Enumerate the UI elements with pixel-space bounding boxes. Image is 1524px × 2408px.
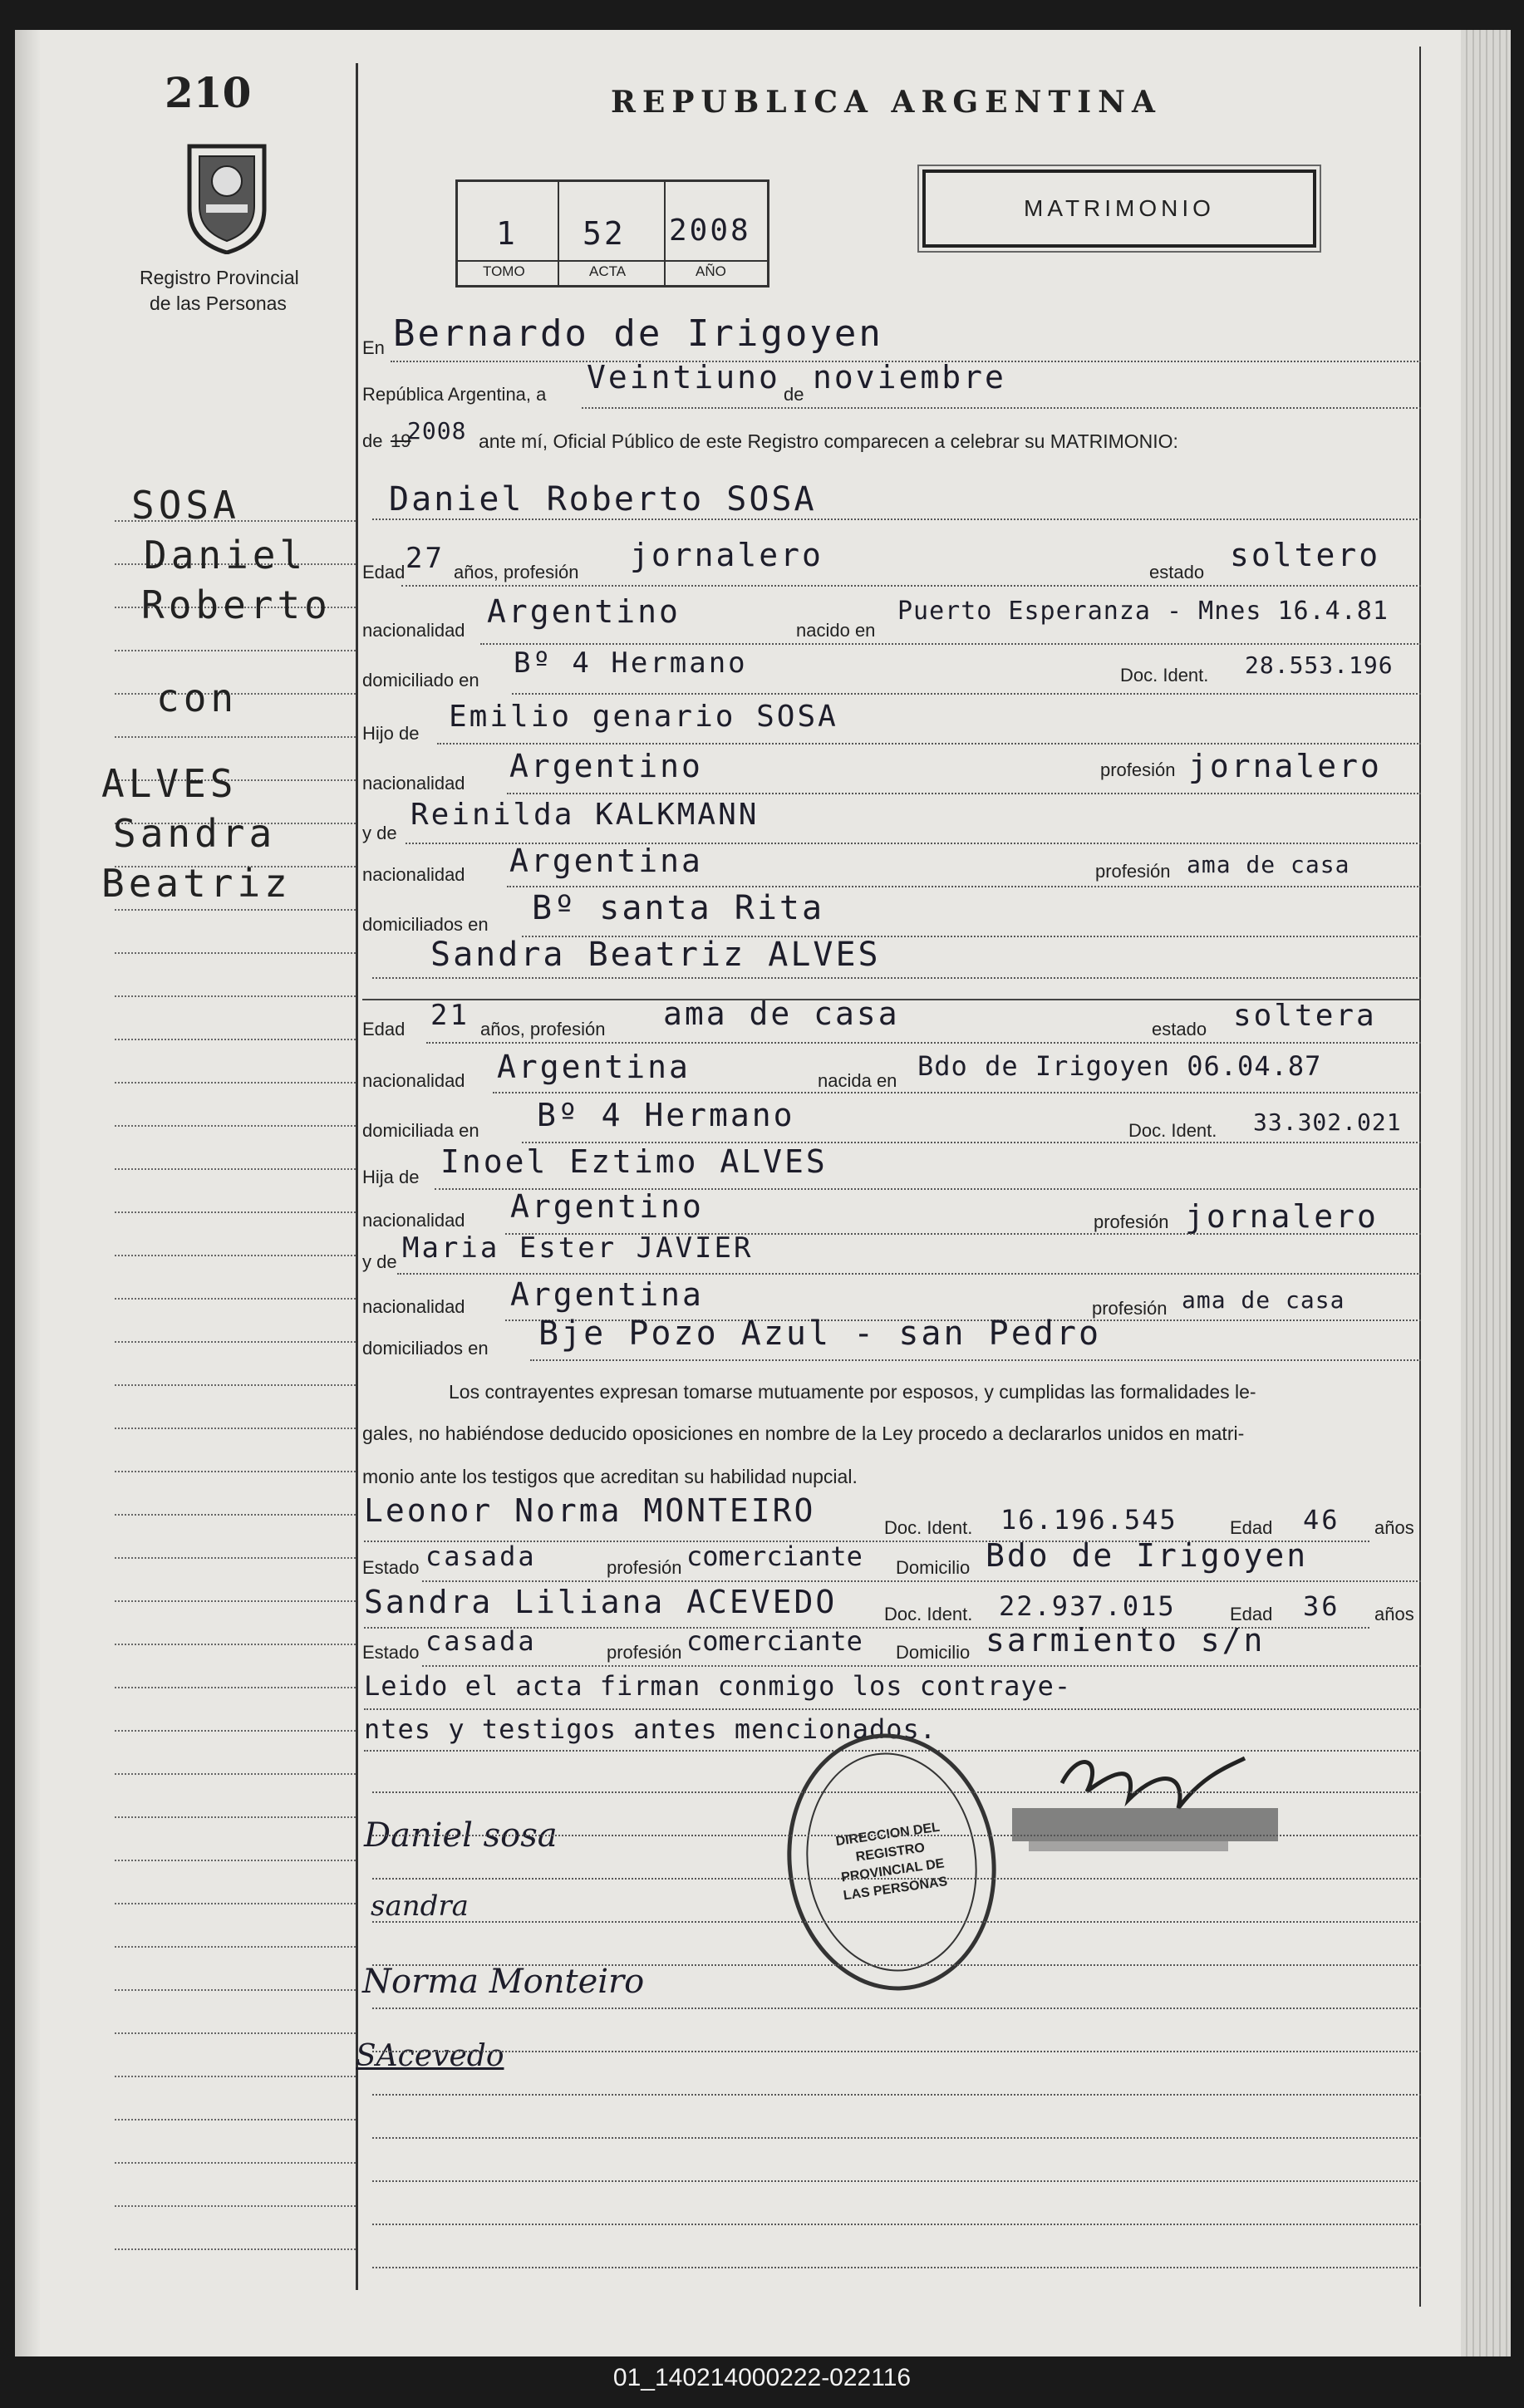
official-seal	[771, 1720, 1013, 2004]
margin-ruled-line	[115, 1514, 356, 1516]
acta-value: 52	[583, 215, 626, 252]
witness2-doc: 22.937.015	[999, 1590, 1176, 1622]
margin-ruled-line	[115, 2248, 356, 2250]
body-ruled-line	[372, 2051, 1421, 2052]
margin-ruled-line	[115, 2119, 356, 2121]
witness2-dom-label: Domicilio	[896, 1642, 971, 1663]
margin-ruled-line	[115, 1039, 356, 1040]
bride-father-profession: jornalero	[1185, 1198, 1379, 1235]
bride-nationality: Argentina	[497, 1049, 691, 1085]
groom-civil-status: soltero	[1230, 537, 1381, 573]
act-type-label: MATRIMONIO	[1024, 195, 1215, 221]
groom-mother-nat-label: nacionalidad	[362, 864, 465, 885]
body-ruled-line	[372, 2007, 1421, 2009]
body-ruled-line	[372, 2267, 1421, 2268]
margin-ruled-line	[115, 2076, 356, 2077]
declaration-line2: gales, no habiéndose deducido oposiciones en nombre de la Ley procedo a declararlos unidos en matri-	[362, 1423, 1245, 1444]
bride-nacida-label: nacida en	[818, 1070, 897, 1091]
witness2-doc-label: Doc. Ident.	[884, 1604, 973, 1624]
witness1-civil-status: casada	[425, 1541, 537, 1572]
margin-con: con	[156, 676, 238, 720]
witness1-profession: comerciante	[686, 1541, 863, 1572]
margin-ruled-line	[115, 1946, 356, 1948]
label-en: En	[362, 337, 385, 358]
signature-witness2: SAcevedo	[356, 2039, 504, 2073]
body-ruled-line	[372, 1921, 1421, 1923]
page-number: 210	[165, 68, 252, 117]
ano-value: 2008	[669, 214, 751, 248]
margin-ruled-line	[115, 1341, 356, 1343]
groom-doc-label: Doc. Ident.	[1120, 665, 1209, 686]
bride-birth: Bdo de Irigoyen 06.04.87	[917, 1050, 1322, 1082]
groom-age: 27	[406, 542, 445, 575]
body-ruled-line	[372, 2137, 1421, 2139]
bride-anos-label: años, profesión	[480, 1019, 606, 1039]
bride-mother-nat-label: nacionalidad	[362, 1296, 465, 1317]
margin-ruled-line	[115, 1989, 356, 1991]
act-type-box	[922, 170, 1316, 248]
groom-dom-label: domiciliado en	[362, 670, 479, 690]
place-value: Bernardo de Irigoyen	[393, 312, 883, 355]
bride-father-prof-label: profesión	[1094, 1211, 1169, 1232]
margin-ruled-line	[115, 1816, 356, 1818]
registry-name-line1: Registro Provincial	[140, 267, 299, 288]
act-number-box	[455, 179, 769, 287]
witness2-address: sarmiento s/n	[986, 1622, 1266, 1659]
witness2-civil-status: casada	[425, 1625, 537, 1657]
witness2-edad-label: Edad	[1230, 1604, 1273, 1624]
margin-ruled-line	[115, 1125, 356, 1127]
groom-estado-label: estado	[1149, 562, 1205, 582]
bride-address: Bº 4 Hermano	[537, 1097, 795, 1133]
witness2-estado-label: Estado	[362, 1642, 420, 1663]
bride-mother: Maria Ester JAVIER	[402, 1231, 754, 1265]
groom-nationality: Argentino	[487, 593, 681, 630]
witness1-doc-label: Doc. Ident.	[884, 1517, 973, 1538]
bride-name: Sandra Beatriz ALVES	[430, 936, 881, 974]
groom-parents-address: Bº santa Rita	[532, 889, 825, 927]
margin-ruled-line	[115, 1082, 356, 1084]
margin-ruled-line	[115, 995, 356, 997]
witness1-prof-label: profesión	[607, 1557, 682, 1578]
margin-ruled-line	[115, 1644, 356, 1645]
intro-statement: ante mí, Oficial Público de este Registro comparecen a celebrar su MATRIMONIO:	[479, 430, 1178, 452]
groom-mother-profession: ama de casa	[1187, 851, 1350, 878]
body-ruled-line	[372, 2224, 1421, 2225]
groom-mother-prof-label: profesión	[1095, 861, 1171, 882]
label-de: de	[784, 384, 804, 405]
year-printed: 19	[391, 430, 411, 451]
groom-profession: jornalero	[630, 537, 823, 573]
body-ruled-line	[372, 1791, 1421, 1793]
bride-parents-dom-label: domiciliados en	[362, 1338, 489, 1359]
bride-estado-label: estado	[1152, 1019, 1207, 1039]
bride-civil-status: soltera	[1233, 999, 1377, 1033]
column-divider	[356, 63, 358, 2290]
witness2-name: Sandra Liliana ACEVEDO	[364, 1584, 838, 1620]
body-ruled-line	[372, 1878, 1421, 1880]
witness1-estado-label: Estado	[362, 1557, 420, 1578]
bride-father-nat-label: nacionalidad	[362, 1210, 465, 1231]
registry-name-line2: de las Personas	[150, 292, 287, 314]
margin-ruled-line	[115, 1168, 356, 1170]
bride-mother-prof-label: profesión	[1092, 1298, 1168, 1319]
bride-edad-label: Edad	[362, 1019, 406, 1039]
groom-anos-label: años, profesión	[454, 562, 579, 582]
groom-nacido-label: nacido en	[796, 620, 876, 641]
witness2-age: 36	[1303, 1590, 1340, 1622]
witness1-doc: 16.196.545	[1000, 1504, 1177, 1536]
bride-parents-address: Bje Pozo Azul - san Pedro	[538, 1315, 1102, 1353]
witness2-anos-label: años	[1374, 1604, 1414, 1624]
country-title: REPUBLICA ARGENTINA	[611, 85, 1162, 120]
margin-ruled-line	[115, 1600, 356, 1602]
margin-ruled-line	[115, 1255, 356, 1256]
margin-ruled-line	[115, 650, 356, 651]
margin-name2-groom: Roberto	[141, 582, 332, 627]
witness1-anos-label: años	[1374, 1517, 1414, 1538]
margin-name2-bride: Beatriz	[101, 861, 292, 906]
groom-father-nat-label: nacionalidad	[362, 773, 465, 794]
groom-mother-nationality: Argentina	[509, 843, 703, 879]
label-de-year: de	[362, 430, 383, 451]
register-page	[15, 30, 1511, 2356]
signature-bride: sandra	[371, 1890, 469, 1923]
bride-hija-label: Hija de	[362, 1167, 420, 1187]
witness1-dom-label: Domicilio	[896, 1557, 971, 1578]
margin-ruled-line	[115, 1428, 356, 1429]
image-caption: 01_140214000222-022116	[612, 2364, 912, 2391]
margin-ruled-line	[115, 1298, 356, 1300]
margin-ruled-line	[115, 2162, 356, 2164]
groom-father-prof-label: profesión	[1100, 759, 1176, 780]
witness1-edad-label: Edad	[1230, 1517, 1273, 1538]
bride-profession: ama de casa	[663, 995, 900, 1032]
groom-parents-dom-label: domiciliados en	[362, 914, 489, 935]
witness2-prof-label: profesión	[607, 1642, 682, 1663]
groom-father: Emilio genario SOSA	[449, 700, 838, 734]
groom-father-profession: jornalero	[1188, 748, 1382, 784]
acta-label: ACTA	[589, 263, 627, 279]
year-value: 2008	[407, 417, 467, 445]
margin-ruled-line	[115, 1903, 356, 1904]
groom-father-nationality: Argentino	[509, 748, 703, 784]
bride-mother-profession: ama de casa	[1182, 1286, 1345, 1314]
margin-ruled-line	[115, 1384, 356, 1386]
officer-signature-icon	[996, 1733, 1295, 1875]
declaration-line1: Los contrayentes expresan tomarse mutuamente por esposos, y cumplidas las formalidades le-	[449, 1381, 1256, 1403]
body-ruled-line	[372, 1835, 1421, 1836]
margin-ruled-line	[115, 1471, 356, 1472]
margin-ruled-line	[115, 1773, 356, 1775]
margin-name1-bride: Sandra	[113, 811, 277, 856]
margin-ruled-line	[115, 2205, 356, 2207]
ano-label: AÑO	[696, 263, 726, 279]
groom-address: Bº 4 Hermano	[514, 646, 748, 680]
body-ruled-line	[372, 2094, 1421, 2096]
registry-logo-icon	[173, 130, 281, 254]
seal-text: DIRECCION DEL REGISTRO PROVINCIAL DE LAS PERSONAS	[834, 1820, 949, 1904]
witness1-name: Leonor Norma MONTEIRO	[364, 1492, 816, 1529]
bride-father-nationality: Argentino	[510, 1188, 704, 1225]
bride-mother-nationality: Argentina	[510, 1276, 704, 1313]
groom-edad-label: Edad	[362, 562, 406, 582]
margin-surname-groom: SOSA	[131, 483, 240, 528]
bride-age: 21	[430, 999, 469, 1032]
month-value: noviembre	[813, 359, 1006, 396]
groom-hijo-label: Hijo de	[362, 723, 420, 744]
margin-ruled-line	[115, 1211, 356, 1213]
groom-name: Daniel Roberto SOSA	[389, 480, 817, 518]
margin-ruled-line	[115, 736, 356, 738]
witness1-address: Bdo de Irigoyen	[986, 1537, 1309, 1574]
body-ruled-line	[372, 2180, 1421, 2182]
groom-birth: Puerto Esperanza - Mnes 16.4.81	[897, 597, 1389, 626]
margin-surname-bride: ALVES	[101, 761, 238, 806]
margin-ruled-line	[115, 909, 356, 911]
groom-mother: Reinilda KALKMANN	[410, 798, 760, 832]
groom-doc: 28.553.196	[1245, 651, 1394, 679]
closing-line1: Leido el acta firman conmigo los contraye-	[364, 1670, 1072, 1702]
groom-nat-label: nacionalidad	[362, 620, 465, 641]
declaration-line3: monio ante los testigos que acreditan su habilidad nupcial.	[362, 1466, 858, 1487]
page-stack-edge	[1461, 30, 1511, 2356]
bride-doc: 33.302.021	[1253, 1108, 1402, 1136]
label-republica: República Argentina, a	[362, 384, 547, 405]
tomo-label: TOMO	[483, 263, 525, 279]
bride-nat-label: nacionalidad	[362, 1070, 465, 1091]
margin-ruled-line	[115, 1687, 356, 1688]
tomo-value: 1	[496, 215, 518, 252]
signature-groom: Daniel sosa	[364, 1816, 558, 1855]
page-left-edge	[15, 30, 40, 2356]
bride-doc-label: Doc. Ident.	[1128, 1120, 1217, 1141]
groom-yde-label: y de	[362, 823, 397, 843]
day-value: Veintiuno	[587, 359, 780, 396]
right-border	[1419, 47, 1421, 2307]
witness2-profession: comerciante	[686, 1625, 863, 1657]
margin-name1-groom: Daniel	[144, 533, 307, 577]
witness1-age: 46	[1303, 1504, 1340, 1536]
bride-father: Inoel Eztimo ALVES	[440, 1143, 828, 1180]
body-ruled-line	[372, 1964, 1421, 1966]
signature-witness1: Norma Monteiro	[362, 1963, 645, 2001]
bride-dom-label: domiciliada en	[362, 1120, 479, 1141]
margin-ruled-line	[115, 1730, 356, 1732]
bride-yde-label: y de	[362, 1251, 397, 1272]
margin-ruled-line	[115, 1860, 356, 1861]
margin-ruled-line	[115, 952, 356, 954]
margin-ruled-line	[115, 2032, 356, 2034]
closing-line2: ntes y testigos antes mencionados.	[364, 1713, 937, 1745]
margin-ruled-line	[115, 1557, 356, 1559]
